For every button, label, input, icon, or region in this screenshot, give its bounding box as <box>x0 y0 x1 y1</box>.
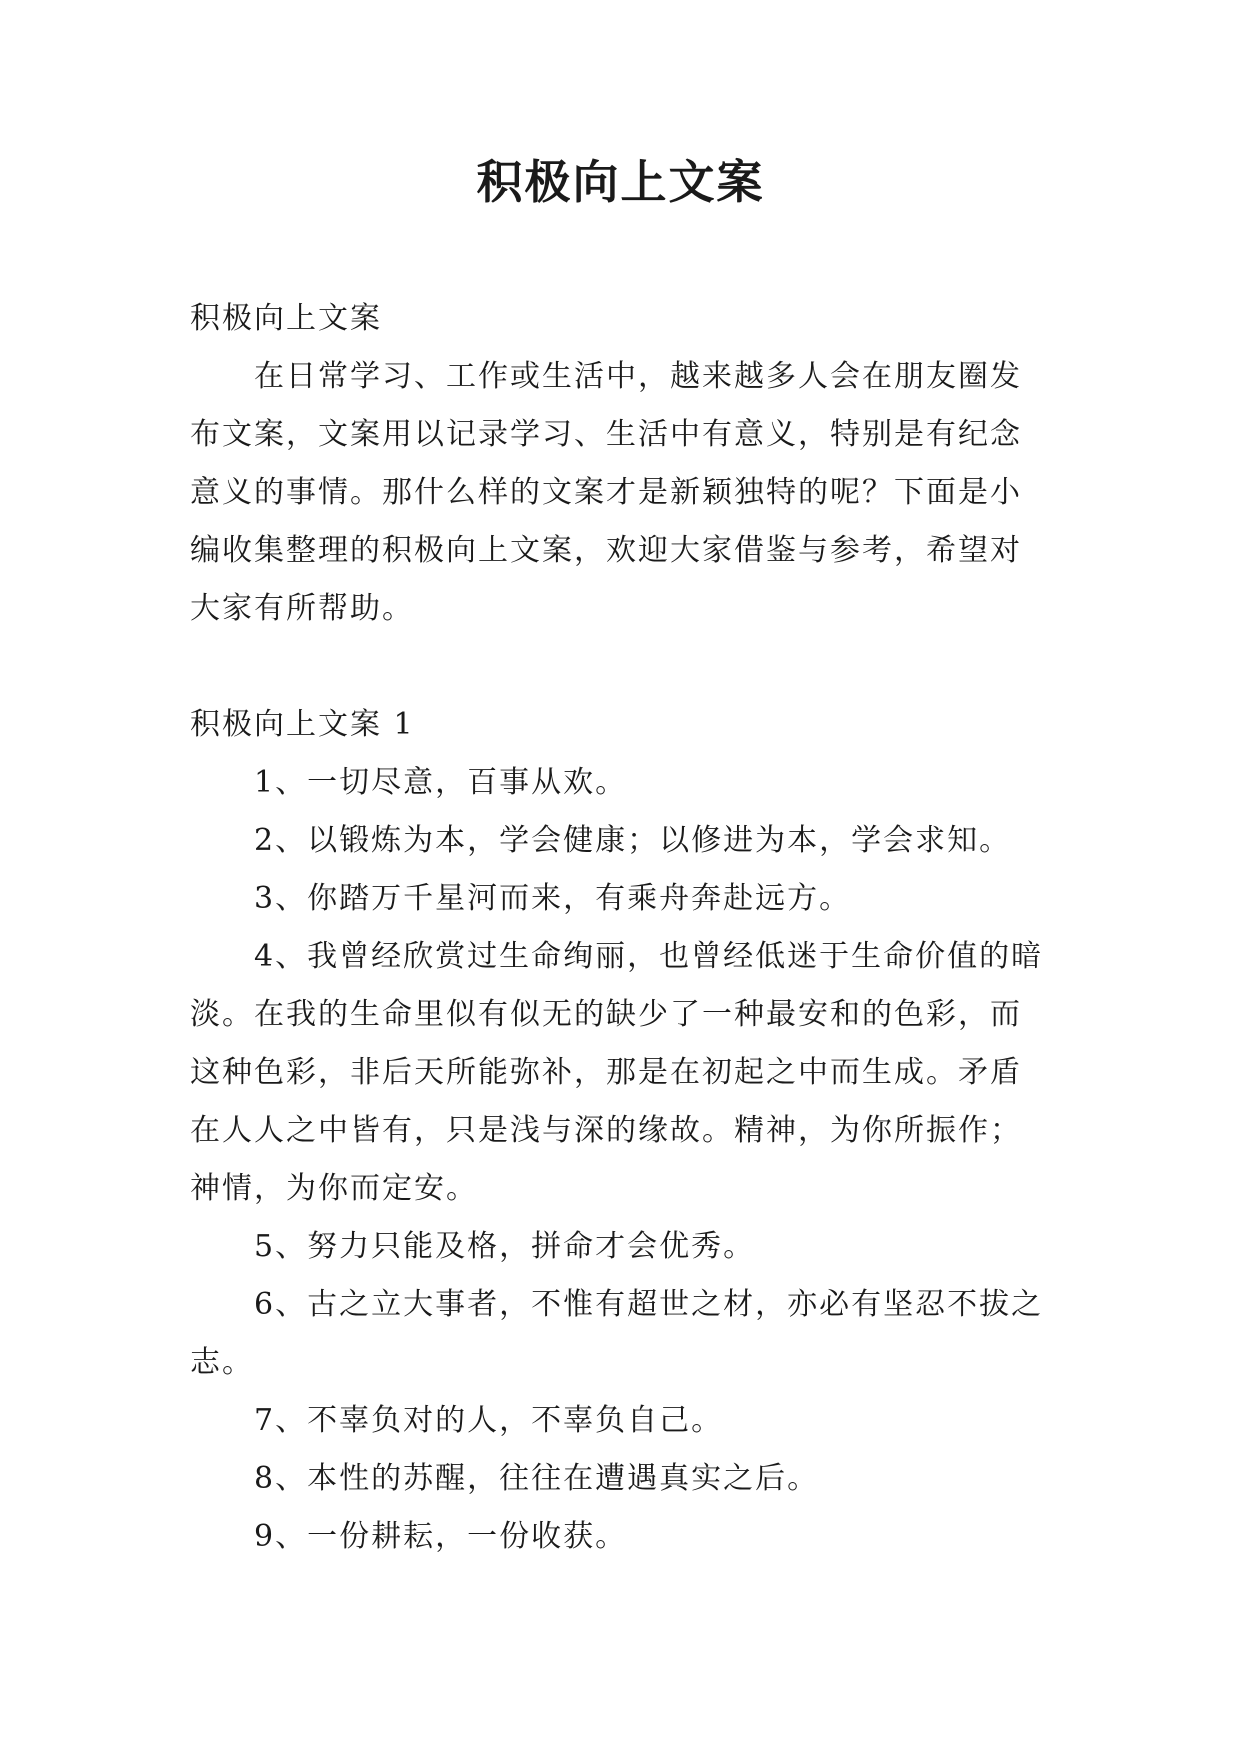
list-item: 9、一份耕耘，一份收获。 <box>254 1519 628 1554</box>
list-item: 2、以锻炼为本，学会健康；以修进为本，学会求知。 <box>254 823 1012 858</box>
list-item: 5、努力只能及格，拼命才会优秀。 <box>254 1229 756 1264</box>
intro-paragraph: 在日常学习、工作或生活中，越来越多人会在朋友圈发布文案，文案用以记录学习、生活中有意义，特别是有纪念意义的事情。那什么样的文案才是新颖独特的呢？下面是小编收集整理的积极向上文案，欢迎大家借鉴与参考，希望对大家有所帮助。 <box>190 359 1022 626</box>
document-title: 积极向上文案 <box>476 155 765 209</box>
list-item: 1、一切尽意，百事从欢。 <box>254 765 628 800</box>
list-item: 4、我曾经欣赏过生命绚丽，也曾经低迷于生命价值的暗淡。在我的生命里似有似无的缺少了一种最安和的色彩，而这种色彩，非后天所能弥补，那是在初起之中而生成。矛盾在人人之中皆有，只是浅与深的缘故。精神，为你所振作；神情，为你而定安。 <box>190 939 1044 1206</box>
list-item: 3、你踏万千星河而来，有乘舟奔赴远方。 <box>254 881 852 916</box>
paragraph-gap <box>190 638 1052 696</box>
list-item: 8、本性的苏醒，往往在遭遇真实之后。 <box>254 1461 820 1496</box>
section-heading: 积极向上文案 1 <box>190 707 415 742</box>
list-item: 7、不辜负对的人，不辜负自己。 <box>254 1403 724 1438</box>
document-body <box>190 290 1052 1566</box>
subtitle: 积极向上文案 <box>190 301 382 336</box>
list-item: 6、古之立大事者，不惟有超世之材，亦必有坚忍不拔之志。 <box>190 1287 1044 1380</box>
